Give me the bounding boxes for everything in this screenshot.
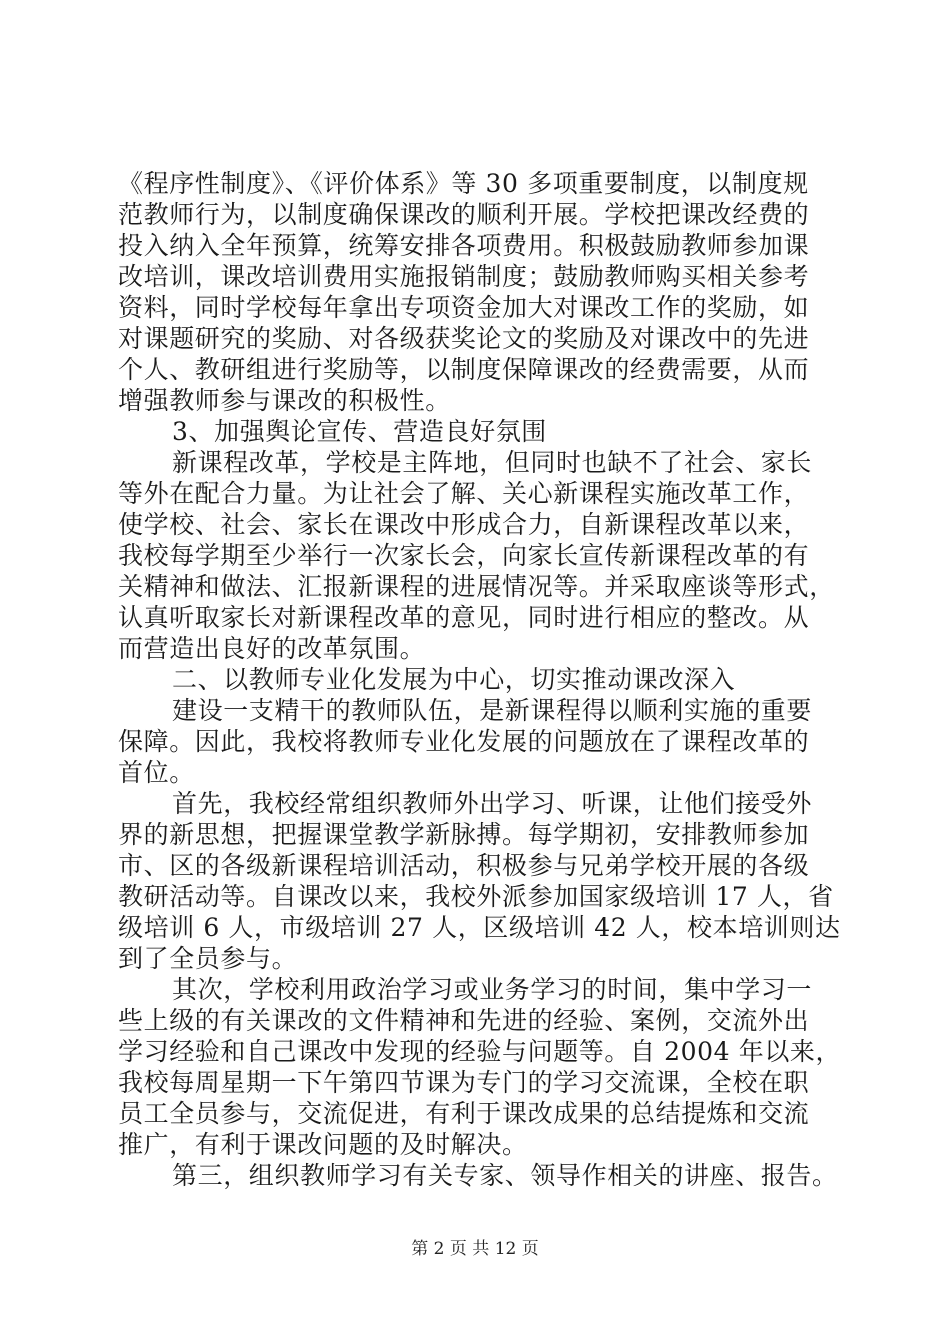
text-line: 范教师行为，以制度确保课改的顺利开展。学校把课改经费的	[118, 200, 810, 229]
paragraph	[118, 788, 844, 974]
text-line: 些上级的有关课改的文件精神和先进的经验、案例，交流外出	[118, 1006, 810, 1035]
page-number-label: 第 2 页 共 12 页	[411, 1239, 539, 1259]
heading-line: 二、以教师专业化发展为中心，切实推动课改深入	[172, 665, 736, 694]
text-line: 投入纳入全年预算，统筹安排各项费用。积极鼓励教师参加课	[118, 231, 810, 260]
text-line: 界的新思想，把握课堂教学新脉搏。每学期初，安排教师参加	[118, 820, 810, 849]
paragraph	[118, 974, 844, 1160]
paragraph	[118, 447, 844, 664]
text-line: 首先，我校经常组织教师外出学习、听课，让他们接受外	[172, 789, 813, 818]
text-line: 员工全员参与，交流促进，有利于课改成果的总结提炼和交流	[118, 1099, 810, 1128]
text-line: 学习经验和自己课改中发现的经验与问题等。自 2004 年以来，	[118, 1037, 842, 1066]
text-line: 《程序性制度》、《评价体系》等 30 多项重要制度，以制度规	[118, 169, 809, 198]
section-heading	[118, 416, 844, 447]
text-line: 关精神和做法、汇报新课程的进展情况等。并采取座谈等形式，	[118, 572, 835, 601]
text-line: 资料，同时学校每年拿出专项资金加大对课改工作的奖励，如	[118, 293, 810, 322]
text-line: 等外在配合力量。为让社会了解、关心新课程实施改革工作，	[118, 479, 810, 508]
text-line: 教研活动等。自课改以来，我校外派参加国家级培训 17 人，省	[118, 882, 834, 911]
paragraph-continuation	[118, 168, 844, 416]
text-line: 第三，组织教师学习有关专家、领导作相关的讲座、报告。	[172, 1161, 838, 1190]
text-line: 而营造出良好的改革氛围。	[118, 634, 426, 663]
text-line: 认真听取家长对新课程改革的意见，同时进行相应的整改。从	[118, 603, 810, 632]
text-line: 对课题研究的奖励、对各级获奖论文的奖励及对课改中的先进	[118, 324, 810, 353]
text-line: 保障。因此，我校将教师专业化发展的问题放在了课程改革的	[118, 727, 810, 756]
text-line: 个人、教研组进行奖励等，以制度保障课改的经费需要，从而	[118, 355, 810, 384]
heading-line: 3、加强舆论宣传、营造良好氛围	[172, 417, 547, 446]
paragraph	[118, 695, 844, 788]
text-line: 我校每周星期一下午第四节课为专门的学习交流课，全校在职	[118, 1068, 810, 1097]
text-line: 增强教师参与课改的积极性。	[118, 386, 451, 415]
document-body	[118, 168, 844, 1191]
text-line: 使学校、社会、家长在课改中形成合力，自新课程改革以来，	[118, 510, 810, 539]
paragraph	[118, 1160, 844, 1191]
text-line: 我校每学期至少举行一次家长会，向家长宣传新课程改革的有	[118, 541, 810, 570]
text-line: 其次，学校利用政治学习或业务学习的时间，集中学习一	[172, 975, 813, 1004]
text-line: 到了全员参与。	[118, 944, 298, 973]
text-line: 推广，有利于课改问题的及时解决。	[118, 1130, 528, 1159]
text-line: 市、区的各级新课程培训活动，积极参与兄弟学校开展的各级	[118, 851, 810, 880]
text-line: 新课程改革，学校是主阵地，但同时也缺不了社会、家长	[172, 448, 813, 477]
text-line: 改培训，课改培训费用实施报销制度；鼓励教师购买相关参考	[118, 262, 810, 291]
page-footer	[0, 1238, 950, 1260]
text-line: 首位。	[118, 758, 195, 787]
section-heading	[118, 664, 844, 695]
text-line: 级培训 6 人，市级培训 27 人，区级培训 42 人，校本培训则达	[118, 913, 841, 942]
text-line: 建设一支精干的教师队伍，是新课程得以顺利实施的重要	[172, 696, 813, 725]
